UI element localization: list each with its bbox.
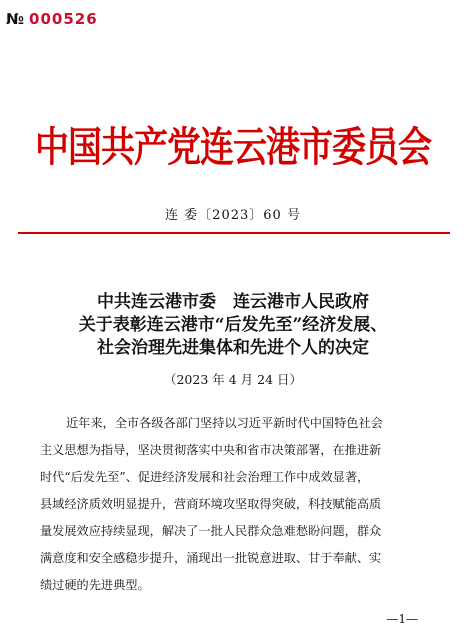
page-number: —1— xyxy=(386,612,418,626)
headline-line-1: 中共连云港市委 连云港市人民政府 xyxy=(97,292,369,312)
document-number: 连 委〔2023〕60 号 xyxy=(165,208,301,223)
body-line: 绩过硬的先进典型。 xyxy=(40,578,150,592)
serial-number xyxy=(6,10,98,28)
body-paragraph xyxy=(40,410,440,599)
serial-value: 000526 xyxy=(29,10,98,28)
body-line: 时代“后发先至”、促进经济发展和社会治理工作中成效显著， xyxy=(40,470,370,484)
red-divider xyxy=(18,232,450,234)
issuer-title: 中国共产党连云港市委员会 xyxy=(35,123,431,172)
serial-mark: № xyxy=(6,10,26,28)
body-line: 县域经济质效明显提升，营商环境攻坚取得突破，科技赋能高质 xyxy=(40,497,382,511)
body-line: 近年来，全市各级各部门坚持以习近平新时代中国特色社会 xyxy=(66,416,383,430)
headline-line-3: 社会治理先进集体和先进个人的决定 xyxy=(97,338,369,358)
decision-date: （2023 年 4 月 24 日） xyxy=(163,372,303,387)
body-line: 主义思想为指导，坚决贯彻落实中央和省市决策部署，在推进新 xyxy=(40,443,382,457)
headline-line-2: 关于表彰连云港市“后发先至”经济发展、 xyxy=(78,315,388,335)
body-line: 量发展效应持续显现，解决了一批人民群众急难愁盼问题，群众 xyxy=(40,524,382,538)
body-line: 满意度和安全感稳步提升，涌现出一批锐意进取、甘于奉献、实 xyxy=(40,551,382,565)
